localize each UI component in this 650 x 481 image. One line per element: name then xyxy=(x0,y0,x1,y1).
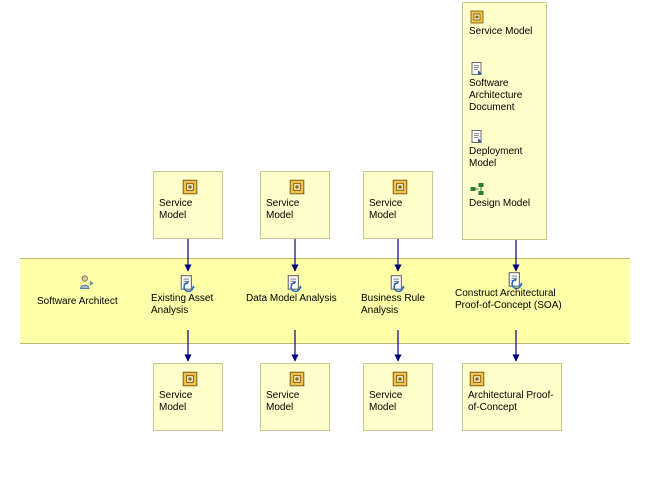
service-model-icon xyxy=(391,178,427,196)
input-node-service-model-3[interactable] xyxy=(363,171,433,239)
stack-item-label: Design Model xyxy=(469,198,531,209)
output-node-architectural-proof-of-concept[interactable] xyxy=(462,363,562,431)
document-icon xyxy=(469,61,545,77)
service-model-icon xyxy=(181,178,217,196)
role-person-icon xyxy=(78,274,96,297)
input-node-service-model-1[interactable] xyxy=(153,171,223,239)
stack-item-deployment-model[interactable] xyxy=(469,129,545,170)
stack-item-label: Deployment Model xyxy=(469,146,523,169)
top-stack-node[interactable] xyxy=(462,2,547,240)
service-model-icon xyxy=(391,370,427,388)
service-model-icon xyxy=(288,370,324,388)
activity-label-business-rule-analysis[interactable]: Business Rule Analysis xyxy=(361,293,425,316)
stack-item-software-architecture-document[interactable] xyxy=(469,61,545,114)
stack-item-design-model[interactable] xyxy=(469,181,545,210)
input-node-label: Service Model xyxy=(266,198,300,221)
document-icon xyxy=(469,129,545,145)
stack-item-service-model[interactable] xyxy=(469,9,545,38)
input-node-service-model-2[interactable] xyxy=(260,171,330,239)
output-node-label: Architectural Proof-of-Concept xyxy=(468,390,554,413)
service-model-icon xyxy=(288,178,324,196)
activity-label-construct-architectural-proof-of-concept-soa[interactable]: Construct Architectural Proof-of-Concept (SOA) xyxy=(455,288,562,311)
output-node-service-model-2[interactable] xyxy=(260,363,330,431)
input-node-label: Service Model xyxy=(369,198,403,221)
stack-item-label: Software Architecture Document xyxy=(469,78,523,113)
output-node-service-model-1[interactable] xyxy=(153,363,223,431)
activity-label-data-model-analysis[interactable]: Data Model Analysis xyxy=(246,293,337,304)
output-node-label: Service Model xyxy=(266,390,300,413)
output-node-label: Service Model xyxy=(369,390,403,413)
stack-item-label: Service Model xyxy=(469,26,533,37)
design-model-icon xyxy=(469,181,545,197)
service-model-icon xyxy=(181,370,217,388)
service-model-icon xyxy=(468,370,556,388)
activity-label-existing-asset-analysis[interactable]: Existing Asset Analysis xyxy=(151,293,214,316)
role-label: Software Architect xyxy=(37,296,118,307)
output-node-label: Service Model xyxy=(159,390,193,413)
output-node-service-model-3[interactable] xyxy=(363,363,433,431)
input-node-label: Service Model xyxy=(159,198,193,221)
service-model-icon xyxy=(469,9,545,25)
